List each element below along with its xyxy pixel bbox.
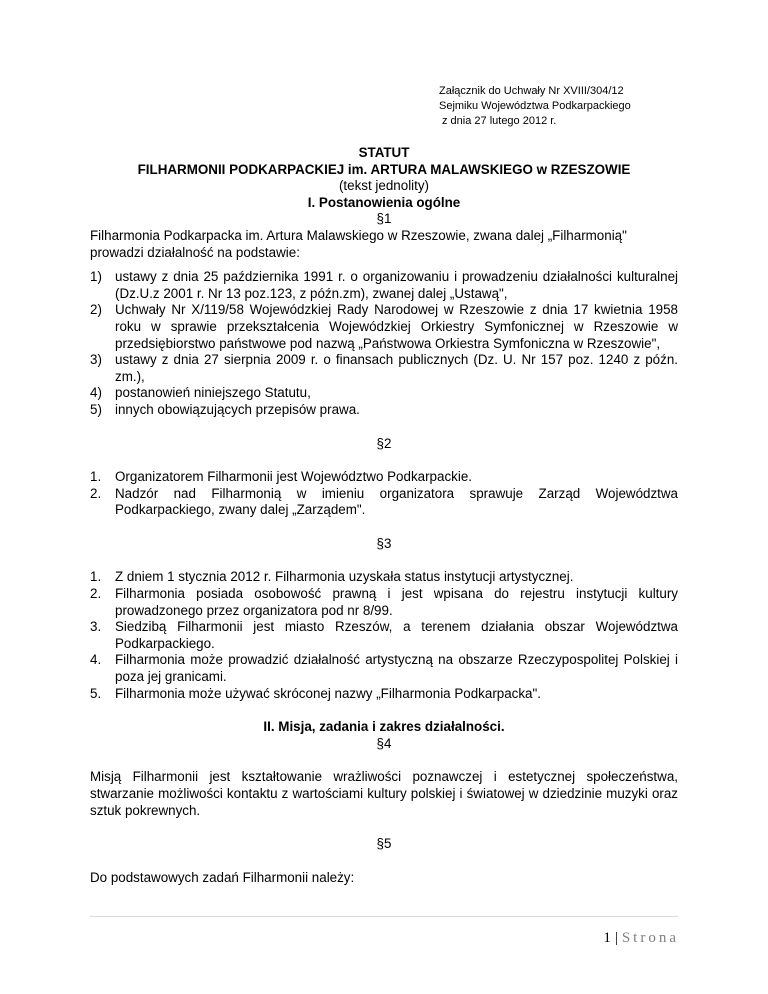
attachment-note xyxy=(439,84,631,129)
list-item xyxy=(90,352,678,385)
list-item-text: ustawy z dnia 25 października 1991 r. o organizowaniu i prowadzeniu działalności kulturalnej (Dz.U.z 2001 r. Nr 13 poz.123, z późn.zm), zwanej dalej „Ustawą", xyxy=(115,269,678,301)
footer-divider xyxy=(90,916,678,917)
paragraph-5-text: Do podstawowych zadań Filharmonii należy: xyxy=(90,869,355,885)
list-item-text: innych obowiązujących przepisów prawa. xyxy=(115,401,360,417)
list-item xyxy=(90,569,678,586)
list-item-number: 2. xyxy=(90,586,102,602)
list-item xyxy=(90,469,678,486)
list-item-text: Nadzór nad Filharmonią w imieniu organizatora sprawuje Zarząd Województwa Podkarpackiego, zwany dalej „Zarządem". xyxy=(115,485,678,518)
list-item xyxy=(90,619,678,652)
paragraph-3-list xyxy=(90,569,678,702)
list-item xyxy=(90,486,678,519)
list-item-number: 4. xyxy=(90,652,102,668)
list-item-text: Filharmonia może prowadzić działalność artystyczną na obszarze Rzeczypospolitej Polskiej i poza jej granicami. xyxy=(115,652,678,685)
list-item xyxy=(90,586,678,619)
paragraph-2-list xyxy=(90,469,678,519)
document-title: STATUT xyxy=(358,145,410,160)
list-item-number: 1. xyxy=(90,569,102,585)
list-item-number: 2) xyxy=(90,302,102,318)
list-item-text: Filharmonia posiada osobowość prawną i jest wpisana do rejestru instytucji kultury prowadzonego przez organizatora pod nr 8/99. xyxy=(115,586,678,618)
list-item-number: 1) xyxy=(90,269,102,285)
footer-separator: | xyxy=(614,930,618,946)
list-item-number: 5. xyxy=(90,685,102,701)
list-item-text: Siedzibą Filharmonii jest miasto Rzeszów, a terenem działania obszar Województwa Podkarpackiego. xyxy=(115,619,678,651)
list-item xyxy=(90,385,678,402)
page-number: 1 xyxy=(603,930,611,946)
chapter-2-title: II. Misja, zadania i zakres działalności. xyxy=(263,719,505,735)
list-item xyxy=(90,269,678,302)
paragraph-5-sign: §5 xyxy=(376,836,392,852)
list-item-text: ustawy z dnia 27 sierpnia 2009 r. o finansach publicznych (Dz. U. Nr 157 poz. 1240 z późn. zm.), xyxy=(115,352,678,384)
list-item-text: Organizatorem Filharmonii jest Województwo Podkarpackie. xyxy=(115,469,472,485)
list-item xyxy=(90,402,678,419)
paragraph-1-intro: Filharmonia Podkarpacka im. Artura Malawskiego w Rzeszowie, zwana dalej „Filharmonią" prowadzi działalność na podstawie: xyxy=(90,227,627,260)
document-body xyxy=(90,145,678,886)
chapter-1-title: I. Postanowienia ogólne xyxy=(307,194,461,210)
list-item-number: 3) xyxy=(90,352,102,368)
page-label: Strona xyxy=(621,930,679,946)
attachment-line-2: Sejmiku Województwa Podkarpackiego xyxy=(439,100,631,112)
attachment-line-1: Załącznik do Uchwały Nr XVIII/304/12 xyxy=(439,85,624,97)
list-item xyxy=(90,652,678,685)
list-item-text: postanowień niniejszego Statutu, xyxy=(115,385,311,401)
list-item-number: 5) xyxy=(90,401,102,417)
list-item-number: 3. xyxy=(90,619,102,635)
document-subtitle: FILHARMONII PODKARPACKIEJ im. ARTURA MALAWSKIEGO w RZESZOWIE xyxy=(137,161,631,177)
paragraph-1-list xyxy=(90,269,678,418)
attachment-line-3: z dnia 27 lutego 2012 r. xyxy=(442,115,557,127)
page-footer xyxy=(603,930,679,947)
list-item-number: 2. xyxy=(90,485,102,501)
document-note: (tekst jednolity) xyxy=(338,178,430,194)
list-item-number: 4) xyxy=(90,385,102,401)
paragraph-2-sign: §2 xyxy=(376,435,392,451)
list-item-number: 1. xyxy=(90,469,102,485)
list-item-text: Filharmonia może używać skróconej nazwy „Filharmonia Podkarpacka". xyxy=(115,685,541,701)
list-item-text: Z dniem 1 stycznia 2012 r. Filharmonia uzyskała status instytucji artystycznej. xyxy=(115,569,574,585)
paragraph-4-text: Misją Filharmonii jest kształtowanie wrażliwości poznawczej i estetycznej społeczeństwa, stwarzanie możliwości kontaktu z wartościami kultury polskiej i światowej w dziedzinie muzyki oraz sztuk pokrewnych. xyxy=(90,769,678,818)
paragraph-1-sign: §1 xyxy=(376,211,392,227)
list-item xyxy=(90,686,678,703)
list-item-text: Uchwały Nr X/119/58 Wojewódzkiej Rady Narodowej w Rzeszowie z dnia 17 kwietnia 1958 roku w sprawie przekształcenia Wojewódzkiej Orkiestry Symfonicznej w Rzeszowie w przedsiębiorstwo państwowe pod nazwą „Państwowa Orkiestra Symfoniczna w Rzeszowie", xyxy=(115,302,678,351)
list-item xyxy=(90,302,678,352)
paragraph-3-sign: §3 xyxy=(376,535,392,551)
paragraph-4-sign: §4 xyxy=(376,735,392,751)
